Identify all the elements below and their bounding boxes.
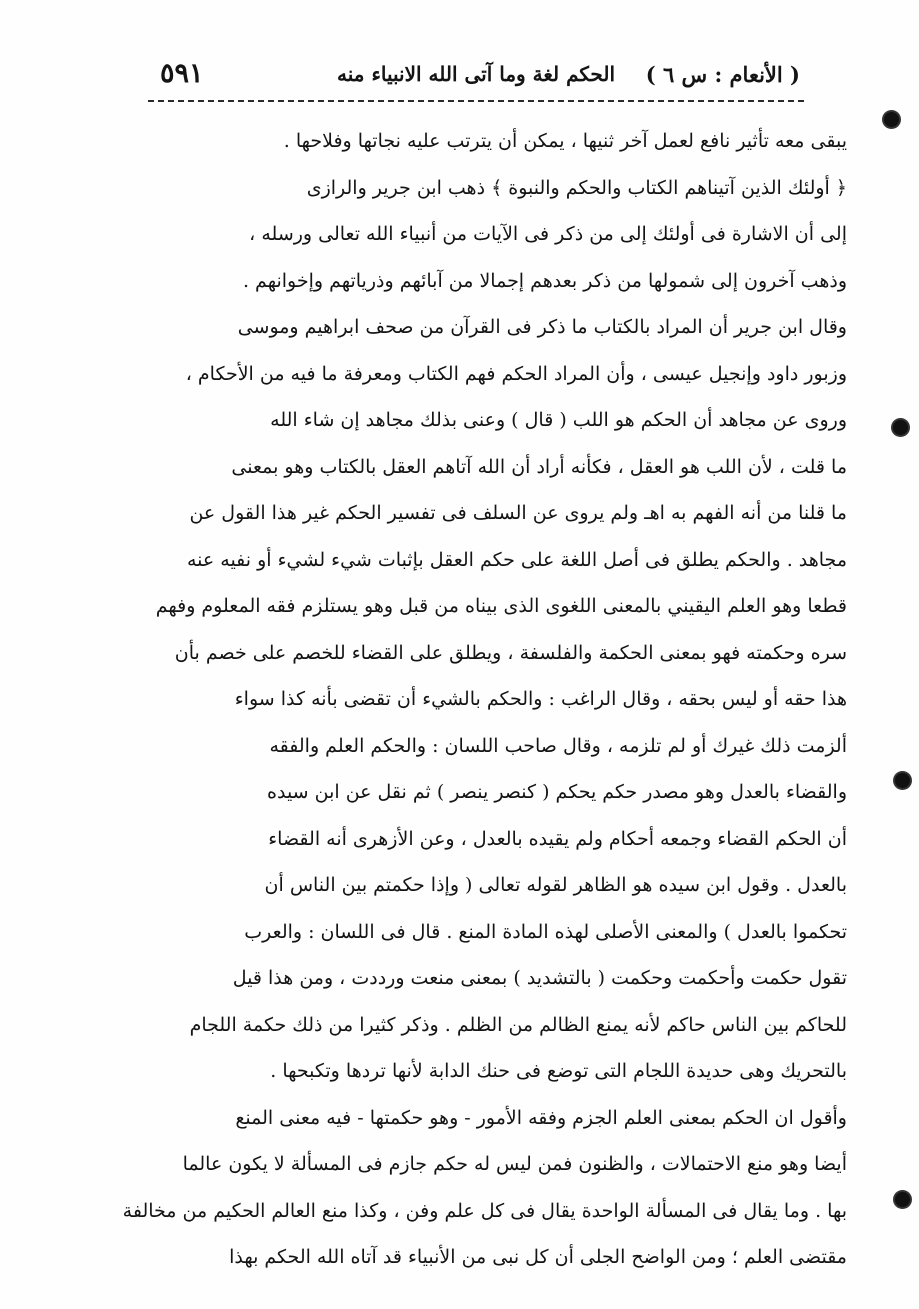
text-line: إلى أن الاشارة فى أولئك إلى من ذكر فى الآيات من أنبياء الله تعالى ورسله ،: [249, 223, 847, 245]
text-line: ﴿ أولئك الذين آتيناهم الكتاب والحكم والنبوة ﴾ ذهب ابن جرير والرازى: [306, 176, 847, 199]
binding-hole-mark: [895, 773, 910, 788]
text-line: وذهب آخرون إلى شمولها من ذكر بعدهم إجمالا من آبائهم وذرياتهم وإخوانهم .: [242, 269, 847, 292]
text-line: بالتحريك وهى حديدة اللجام التى توضع فى حنك الدابة لأنها تردها وتكبحها .: [270, 1060, 847, 1082]
text-line: يبقى معه تأثير نافع لعمل آخر ثنيها ، يمكن أن يترتب عليه نجاتها وفلاحها .: [283, 130, 847, 152]
text-line: بالعدل . وقول ابن سيده هو الظاهر لقوله تعالى ( وإذا حكمتم بين الناس أن: [264, 874, 847, 896]
text-line: تقول حكمت وأحكمت وحكمت ( بالتشديد ) بمعنى منعت ورددت ، ومن هذا قيل: [232, 967, 847, 989]
text-line: ألزمت ذلك غيرك أو لم تلزمه ، وقال صاحب اللسان : والحكم العلم والفقه: [269, 734, 847, 757]
text-line: والقضاء بالعدل وهو مصدر حكم يحكم ( كنصر ينصر ) ثم نقل عن ابن سيده: [267, 781, 847, 803]
text-line: ما قلت ، لأن اللب هو العقل ، فكأنه أراد أن الله آتاهم العقل بالكتاب وهو بمعنى: [231, 455, 847, 478]
text-line: أيضا وهو منع الاحتمالات ، والظنون فمن ليس له حكم جازم فى المسألة لا يكون عالما: [182, 1153, 847, 1175]
header-divider: [148, 100, 804, 102]
body-text: [112, 118, 847, 1281]
text-line: وزبور داود وإنجيل عيسى ، وأن المراد الحكم فهم الكتاب ومعرفة ما فيه من الأحكام ،: [185, 362, 847, 385]
binding-hole-mark: [884, 112, 899, 127]
header-title: الحكم لغة وما آتى الله الانبياء منه: [337, 62, 615, 86]
text-line: قطعا وهو العلم اليقيني بالمعنى اللغوى الذى بيناه من قبل وهو يستلزم فقه المعلوم وفهم: [155, 595, 847, 617]
text-line: وروى عن مجاهد أن الحكم هو اللب ( قال ) وعنى بذلك مجاهد إن شاء الله: [270, 409, 847, 431]
text-line: بها . وما يقال فى المسألة الواحدة يقال فى كل علم وفن ، وكذا منع العالم الحكيم من مخالفة: [122, 1199, 847, 1222]
page-number: ٥٩١: [160, 58, 204, 89]
page-header: [150, 58, 800, 98]
text-line: أن الحكم القضاء وجمعه أحكام ولم يقيده بالعدل ، وعن الأزهرى أنه القضاء: [268, 827, 847, 850]
binding-hole-mark: [895, 1192, 910, 1207]
text-line: ما قلنا من أنه الفهم به اهـ ولم يروى عن السلف فى تفسير الحكم غير هذا القول عن: [189, 502, 847, 524]
text-line: مقتضى العلم ؛ ومن الواضح الجلى أن كل نبى من الأنبياء قد آتاه الله الحكم بهذا: [229, 1246, 847, 1268]
text-line: تحكموا بالعدل ) والمعنى الأصلى لهذه المادة المنع . قال فى اللسان : والعرب: [244, 920, 847, 943]
text-line: للحاكم بين الناس حاكم لأنه يمنع الظالم من الظلم . وذكر كثيرا من ذلك حكمة اللجام: [189, 1013, 847, 1036]
text-line: وأقول ان الحكم بمعنى العلم الجزم وفقه الأمور - وهو حكمتها - فيه معنى المنع: [235, 1106, 847, 1129]
text-line: وقال ابن جرير أن المراد بالكتاب ما ذكر فى القرآن من صحف ابراهيم وموسى: [237, 316, 847, 338]
text-line: مجاهد . والحكم يطلق فى أصل اللغة على حكم العقل بإثبات شيء لشيء أو نفيه عنه: [186, 548, 847, 571]
binding-hole-mark: [893, 420, 908, 435]
text-line: سره وحكمته فهو بمعنى الحكمة والفلسفة ، ويطلق على القضاء للخصم على خصم بأن: [174, 641, 847, 664]
header-surah-reference: ( الأنعام : س ٦ ): [645, 62, 800, 87]
text-line: هذا حقه أو ليس بحقه ، وقال الراغب : والحكم بالشيء أن تقضى بأنه كذا سواء: [234, 688, 847, 710]
